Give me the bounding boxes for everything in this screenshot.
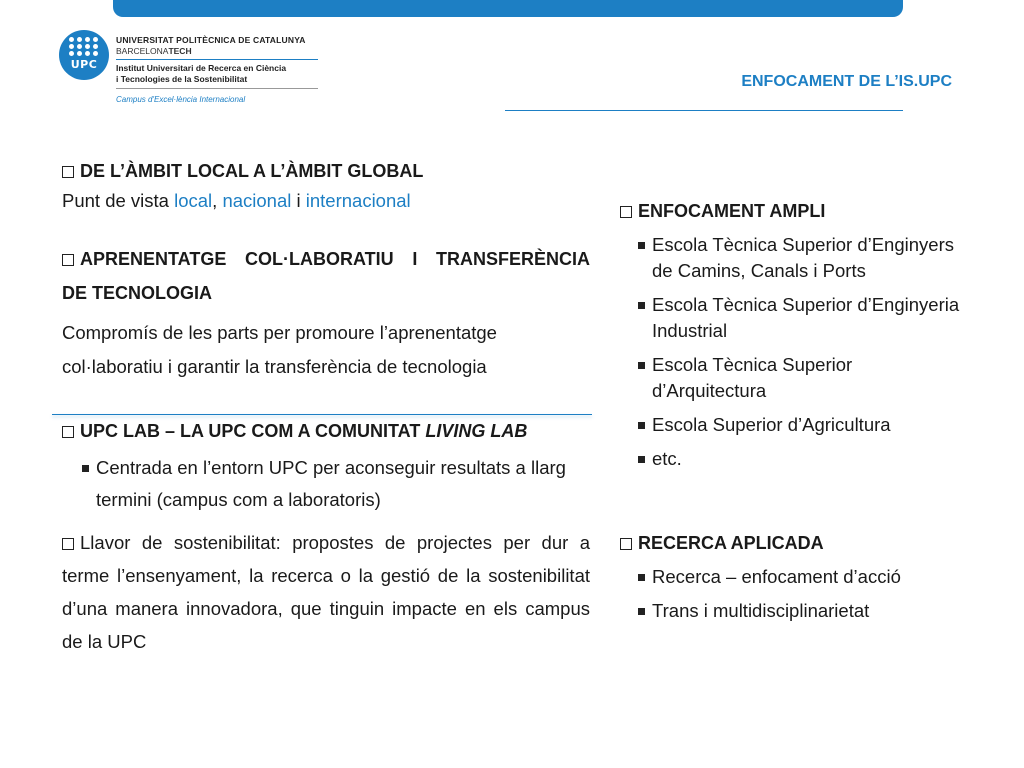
square-bullet-icon — [638, 302, 645, 309]
list-item: Escola Tècnica Superior d’Enginyers de Camins, Canals i Ports — [636, 232, 965, 284]
logo-rule-2 — [116, 88, 318, 89]
top-accent-bar — [113, 0, 903, 17]
list-item: Trans i multidisciplinarietat — [636, 598, 965, 624]
list-item: Recerca – enfocament d’acció — [636, 564, 965, 590]
checkbox-bullet-icon — [620, 206, 632, 218]
square-bullet-icon — [638, 574, 645, 581]
logo-rule — [116, 59, 318, 60]
slide-title: ENFOCAMENT DE L’IS.UPC — [741, 73, 952, 90]
section-collab-text: Compromís de les parts per promoure l’aprenentatge col·laboratiu i garantir la transferència de tecnologia — [62, 322, 497, 377]
right-column — [620, 198, 965, 624]
checkbox-bullet-icon — [62, 538, 74, 550]
section-llavor-text: Llavor de sostenibilitat: propostes de projectes per dur a terme l’ensenyament, la recerca o la gestió de la sostenibilitat d’una manera innovadora, que tinguin impacte en els campus de la UPC — [62, 532, 590, 652]
section-local-global-text: Punt de vista local, nacional i internacional — [62, 190, 411, 211]
section-local-global-heading: DE L’ÀMBIT LOCAL A L’ÀMBIT GLOBAL — [62, 158, 590, 184]
campus-label: Campus d'Excel·lència Internacional — [116, 95, 246, 104]
university-name: UNIVERSITAT POLITÈCNICA DE CATALUNYA — [116, 35, 306, 45]
section-enfocament-heading: ENFOCAMENT AMPLI — [620, 198, 965, 224]
section-divider — [52, 414, 592, 415]
checkbox-bullet-icon — [62, 254, 74, 266]
checkbox-bullet-icon — [62, 426, 74, 438]
institute-name-line2: i Tecnologies de la Sostenibilitat — [116, 74, 248, 84]
list-item: etc. — [636, 446, 965, 472]
logo-text: UPC — [70, 58, 98, 71]
list-item: Escola Tècnica Superior d’Arquitectura — [636, 352, 965, 404]
list-item: Escola Superior d’Agricultura — [636, 412, 965, 438]
section-upclab-heading: UPC LAB – LA UPC COM A COMUNITAT LIVING LAB — [62, 418, 590, 444]
institution-block — [116, 35, 321, 105]
square-bullet-icon — [638, 456, 645, 463]
recerca-list — [620, 564, 965, 624]
square-bullet-icon — [638, 422, 645, 429]
upc-logo — [59, 30, 109, 80]
square-bullet-icon — [638, 608, 645, 615]
title-rule — [505, 110, 903, 111]
section-recerca-heading: RECERCA APLICADA — [620, 530, 965, 556]
left-column — [62, 158, 590, 658]
barcelonatech: BARCELONATECH — [116, 46, 192, 56]
square-bullet-icon — [638, 362, 645, 369]
institute-name-line1: Institut Universitari de Recerca en Ciència — [116, 63, 287, 73]
section-collab-heading: APRENENTATGE COL·LABORATIU I TRANSFERÈNCIA DE TECNOLOGIA — [62, 249, 590, 303]
checkbox-bullet-icon — [620, 538, 632, 550]
square-bullet-icon — [638, 242, 645, 249]
enfocament-list — [620, 232, 965, 472]
checkbox-bullet-icon — [62, 166, 74, 178]
logo-dots-icon — [69, 37, 99, 59]
list-item: Escola Tècnica Superior d’Enginyeria Industrial — [636, 292, 965, 344]
square-bullet-icon — [82, 465, 89, 472]
section-upclab-bullet: Centrada en l’entorn UPC per aconseguir resultats a llarg termini (campus com a laboratoris) — [62, 452, 590, 516]
